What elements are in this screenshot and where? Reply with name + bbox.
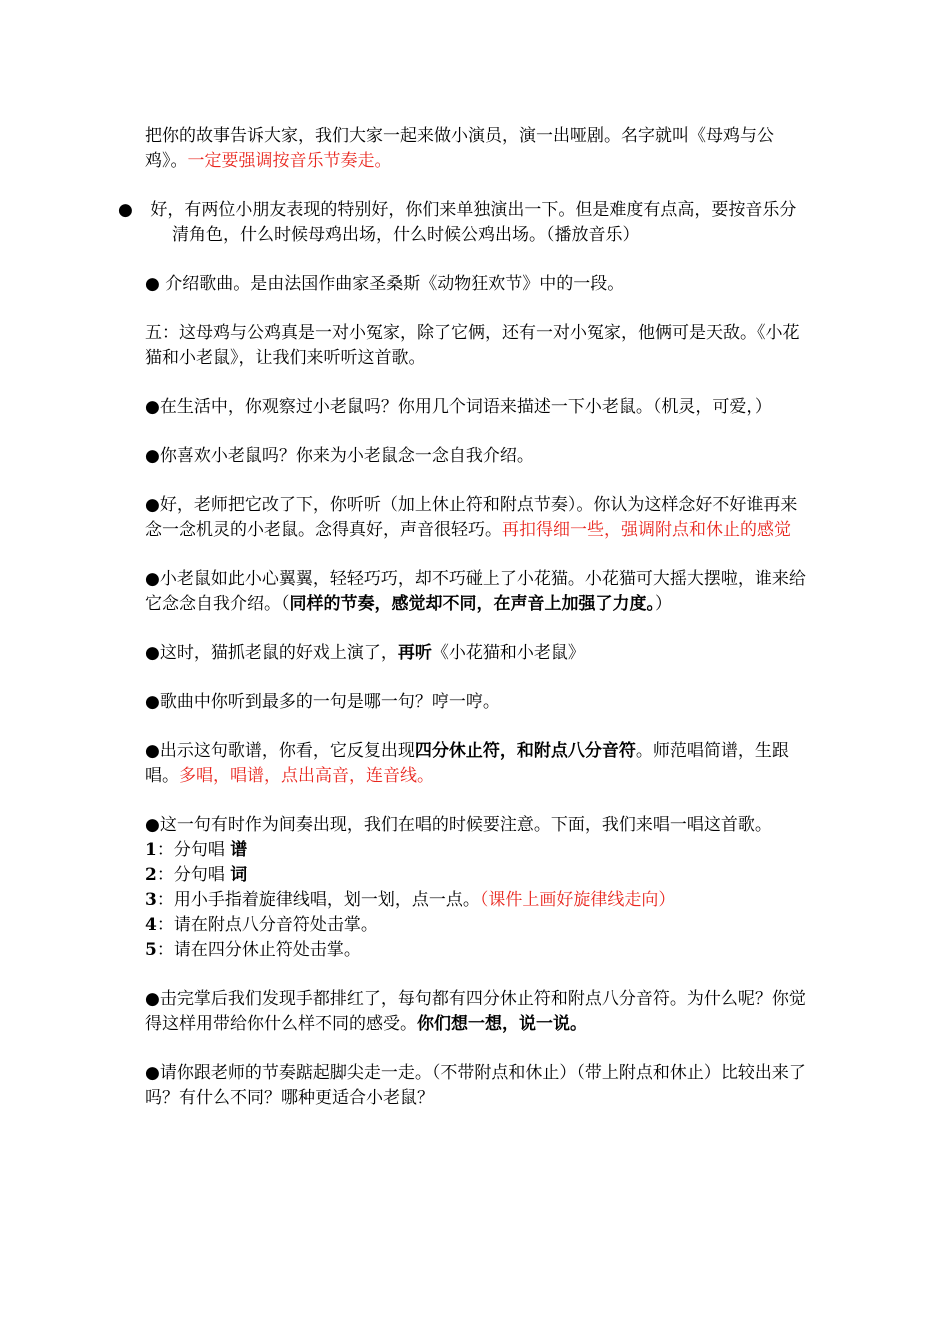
paragraph-8 [145, 567, 810, 617]
step-number: 1 [145, 840, 157, 860]
paragraph-14 [145, 1061, 810, 1111]
p3-text: 介绍歌曲。是由法国作曲家圣桑斯《动物狂欢节》中的一段。 [159, 274, 625, 294]
p9-tail: 《小花猫和小老鼠》 [431, 643, 585, 663]
p13-text: ●击完掌后我们发现手都排红了，每句都有四分休止符和附点八分音符。为什么呢？你觉得这样用带给你什么样不同的感受。 [145, 989, 806, 1034]
paragraph-12 [145, 813, 810, 838]
list-item [145, 913, 810, 938]
p2-text: 好，有两位小朋友表现的特别好，你们来单独演出一下。但是难度有点高，要按音乐分清角色，什么时候母鸡出场，什么时候公鸡出场。（播放音乐） [145, 200, 797, 245]
paragraph-5 [145, 395, 810, 420]
paragraph-1 [145, 124, 810, 174]
p1-text: 把你的故事告诉大家，我们大家一起来做小演员，演一出哑剧。名字就叫《母鸡与公鸡》。 [145, 126, 774, 171]
paragraph-13 [145, 987, 810, 1037]
step-red: （课件上画好旋律线走向） [479, 890, 676, 910]
paragraph-4 [145, 321, 810, 371]
step-number: 2 [145, 865, 157, 885]
list-item [145, 938, 810, 963]
bullet-icon: ● [145, 274, 160, 294]
list-item [145, 838, 810, 863]
list-item [145, 888, 810, 913]
p5-text: ●在生活中，你观察过小老鼠吗？你用几个词语来描述一下小老鼠。（机灵，可爱，） [145, 397, 772, 417]
paragraph-7 [145, 493, 810, 543]
p11-red-note: 多唱，唱谱，点出高音，连音线。 [179, 766, 434, 786]
paragraph-9 [145, 641, 810, 666]
p10-text: ●歌曲中你听到最多的一句是哪一句？哼一哼。 [145, 692, 500, 712]
list-item [145, 863, 810, 888]
paragraph-2: ● 好，有两位小朋友表现的特别好，你们来单独演出一下。但是难度有点高，要按音乐分清角色，什么时候母鸡出场，什么时候公鸡出场。（播放音乐） [118, 200, 797, 245]
step-list [145, 838, 810, 963]
step-bold: 词 [230, 865, 248, 885]
paragraph-3 [145, 272, 810, 297]
paragraph-11 [145, 739, 810, 789]
p11-bold: 四分休止符，和附点八分音符 [414, 741, 636, 761]
p8-text: ●小老鼠如此小心翼翼，轻轻巧巧，却不巧碰上了小花猫。小花猫可大摇大摆啦，谁来给它念念自我介绍。（ [145, 569, 806, 614]
step-bold: 谱 [230, 840, 248, 860]
step-text: ：分句唱 [156, 840, 231, 860]
step-text: ：请在附点八分音符处击掌。 [156, 915, 378, 935]
p7-text: ●好，老师把它改了下，你听听（加上休止符和附点节奏）。你认为这样念好不好谁再来念一念机灵的小老鼠。念得真好，声音很轻巧。 [145, 495, 798, 540]
paragraph-10 [145, 690, 810, 715]
p6-text: ●你喜欢小老鼠吗？你来为小老鼠念一念自我介绍。 [145, 446, 534, 466]
p9-bold: 再听 [397, 643, 432, 663]
p4-text: 五：这母鸡与公鸡真是一对小冤家，除了它俩，还有一对小冤家，他俩可是天敌。《小花猫和小老鼠》，让我们来听听这首歌。 [145, 323, 800, 368]
p8-bold-note: 同样的节奏，感觉却不同，在声音上加强了力度。 [289, 594, 655, 614]
step-text: ：用小手指着旋律线唱，划一划，点一点。 [156, 890, 480, 910]
p13-bold: 你们想一想，说一说。 [417, 1014, 587, 1034]
p12-text: ●这一句有时作为间奏出现，我们在唱的时候要注意。下面，我们来唱一唱这首歌。 [145, 815, 772, 835]
step-number: 3 [145, 890, 157, 910]
p7-red-note: 再扣得细一些，强调附点和休止的感觉 [502, 520, 791, 540]
p11-text: ●出示这句歌谱，你看，它反复出现 [145, 741, 415, 761]
p9-text: ●这时，猫抓老鼠的好戏上演了， [145, 643, 398, 663]
p11-mid: 。师范唱简谱，生跟唱。 [145, 741, 789, 786]
step-text: ：分句唱 [156, 865, 231, 885]
document-body [118, 124, 810, 1135]
step-text: ：请在四分休止符处击掌。 [156, 940, 361, 960]
step-number: 4 [145, 915, 157, 935]
paragraph-6 [145, 444, 810, 469]
p8-tail: ） [655, 594, 672, 614]
p14-text: ●请你跟老师的节奏踮起脚尖走一走。（不带附点和休止）（带上附点和休止）比较出来了吗？有什么不同？哪种更适合小老鼠？ [145, 1063, 806, 1108]
step-number: 5 [145, 940, 157, 960]
p1-red-note: 一定要强调按音乐节奏走。 [187, 151, 392, 171]
